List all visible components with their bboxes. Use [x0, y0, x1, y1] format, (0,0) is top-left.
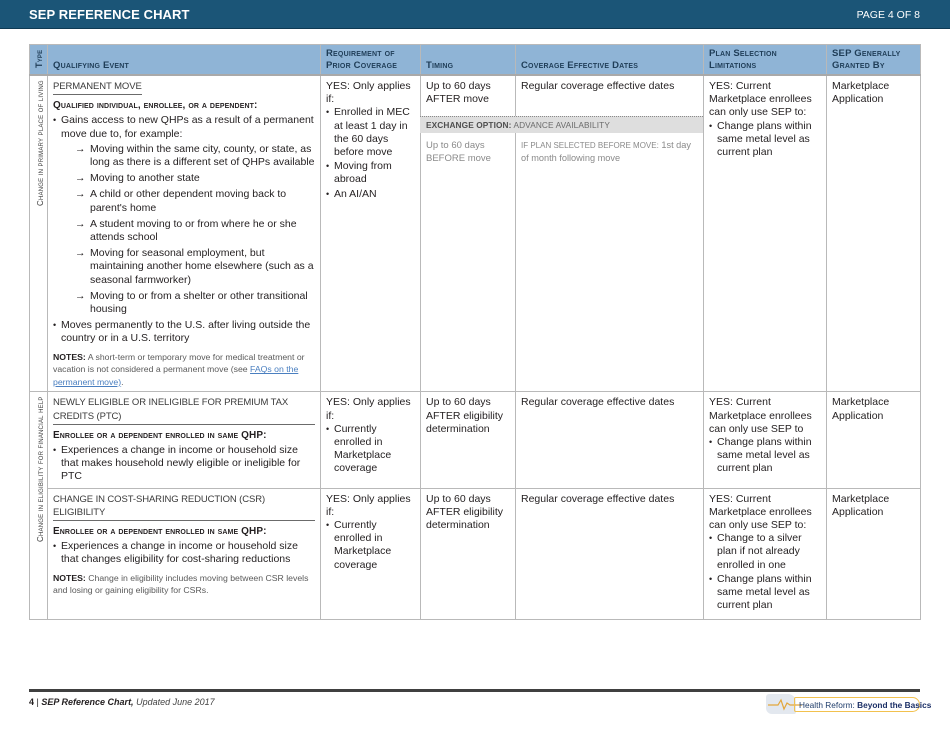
type-label: Change in primary place of living	[36, 80, 45, 206]
qualifying-event-cell	[48, 75, 321, 392]
type-label: Change in eligibility for financial help	[36, 396, 45, 543]
advance-coverage-label: IF PLAN SELECTED BEFORE MOVE:	[521, 141, 659, 150]
document-title: SEP REFERENCE CHART	[29, 7, 190, 22]
type-cell-financial-help	[30, 392, 48, 619]
advance-coverage-value: 1st day of month following move	[521, 140, 691, 164]
plan-selection-cell	[704, 488, 827, 619]
list-item: • Change plans within same metal level as current plan	[709, 436, 821, 476]
list-item: → Moving to or from a shelter or other transitional housing	[75, 290, 315, 316]
event-subheading: PERMANENT MOVE	[53, 80, 142, 95]
logo-prefix: Health Reform:	[799, 700, 858, 710]
list-item: → A child or other dependent moving back to parent's home	[75, 188, 315, 214]
list-item: • Experiences a change in income or household size that changes eligibility for cost-sharing reductions	[53, 540, 315, 566]
list-item: • Moving from abroad	[326, 160, 415, 186]
column-header-type	[30, 45, 48, 76]
column-header-plan-selection: Plan Selection Limitations	[704, 45, 827, 76]
list-item: • Enrolled in MEC at least 1 day in the 60 days before move	[326, 106, 415, 159]
coverage-cell	[516, 488, 704, 619]
granted-by-text: Marketplace Application	[832, 492, 890, 518]
footer-divider	[29, 689, 920, 692]
column-header-granted-by: SEP Generally Granted By	[827, 45, 921, 76]
plan-selection-intro: YES: Current Marketplace enrollees can only use SEP to	[709, 396, 812, 435]
granted-by-cell	[827, 75, 921, 392]
granted-by-text: Marketplace Application	[832, 396, 890, 422]
requirement-cell	[321, 488, 421, 619]
granted-by-text: Marketplace Application	[832, 80, 890, 106]
event-subheading: NEWLY ELIGIBLE OR INELIGIBLE FOR PREMIUM TAX CREDITS (PTC)	[53, 396, 315, 424]
page-number: 4	[29, 697, 35, 707]
column-header-requirement: Requirement of Prior Coverage	[321, 45, 421, 76]
advance-timing	[426, 139, 504, 165]
list-item: • Change to a silver plan if not already enrolled in one	[709, 532, 821, 572]
coverage-text: Regular coverage effective dates	[521, 492, 675, 505]
page-indicator: PAGE 4 OF 8	[856, 9, 920, 21]
exchange-option-label: EXCHANGE OPTION:	[426, 120, 512, 130]
notes-text: Change in eligibility includes moving between CSR levels and losing or gaining eligibility for CSRs.	[53, 572, 309, 596]
granted-by-cell	[827, 392, 921, 488]
table-row	[30, 488, 921, 619]
logo-text	[794, 697, 932, 712]
updated-date: Updated June 2017	[133, 697, 215, 707]
list-item: • Experiences a change in income or household size that makes household newly eligible or ineligible for PTC	[53, 444, 315, 484]
column-header-type-label: Type	[34, 49, 44, 68]
eligible-who: Qualified individual, enrollee, or a dependent:	[53, 100, 258, 112]
column-header-timing: Timing	[421, 45, 516, 76]
coverage-text: Regular coverage effective dates	[521, 80, 675, 92]
exchange-option-band	[420, 116, 703, 133]
list-item: • An AI/AN	[326, 188, 415, 201]
list-item: • Moves permanently to the U.S. after living outside the country or in a U.S. territory	[53, 319, 315, 345]
qualifying-event-cell	[48, 392, 321, 488]
list-item: → Moving to another state	[75, 172, 315, 185]
eligible-who: Enrollee or a dependent enrolled in same QHP:	[53, 429, 267, 441]
list-item: → Moving for seasonal employment, but maintaining another home elsewhere (such as a seasonal farmworker)	[75, 247, 315, 287]
notes-label: NOTES:	[53, 351, 86, 362]
type-cell-primary-place	[30, 75, 48, 392]
advance-coverage	[521, 139, 699, 166]
footer-citation	[29, 697, 215, 707]
header-banner	[0, 0, 950, 29]
plan-selection-intro: YES: Current Marketplace enrollees can only use SEP to:	[709, 80, 812, 119]
timing-cell	[421, 488, 516, 619]
coverage-text: Regular coverage effective dates	[521, 396, 675, 409]
requirement-cell	[321, 75, 421, 392]
granted-by-cell	[827, 488, 921, 619]
timing-text: Up to 60 days AFTER eligibility determination	[426, 396, 504, 435]
requirement-cell	[321, 392, 421, 488]
notes-text: A short-term or temporary move for medical treatment or vacation is not considered a permanent move (see	[53, 351, 305, 375]
plan-selection-cell	[704, 392, 827, 488]
notes-label: NOTES:	[53, 572, 86, 583]
coverage-cell	[516, 392, 704, 488]
list-item: → Moving within the same city, county, or state, as long as there is a different set of QHPs available	[75, 143, 315, 169]
table-row	[30, 392, 921, 488]
notes-end: .	[121, 376, 124, 387]
list-item: • Change plans within same metal level as current plan	[709, 573, 821, 613]
notes	[53, 572, 315, 597]
notes	[53, 351, 315, 389]
requirement-intro: YES: Only applies if:	[326, 396, 411, 422]
qualifying-event-cell	[48, 488, 321, 619]
faq-permanent-move-link[interactable]: FAQs on the permanent move)	[53, 364, 299, 387]
separator: |	[34, 697, 42, 707]
list-item: • Change plans within same metal level as current plan	[709, 120, 821, 160]
list-item: → A student moving to or from where he or she attends school	[75, 218, 315, 244]
logo-bold: Beyond the Basics	[857, 700, 932, 710]
table-header-row	[30, 45, 921, 76]
requirement-intro: YES: Only applies if:	[326, 492, 411, 518]
column-header-qualifying-event: Qualifying Event	[48, 45, 321, 76]
list-item: • Currently enrolled in Marketplace coverage	[326, 519, 415, 572]
exchange-option-value: ADVANCE AVAILABILITY	[511, 120, 610, 130]
doc-title: SEP Reference Chart,	[41, 697, 134, 707]
list-item	[53, 114, 315, 316]
plan-selection-cell	[704, 75, 827, 392]
health-reform-logo	[766, 694, 932, 714]
bullet-text: Gains access to new QHPs as a result of a permanent move due to, for example:	[61, 114, 314, 140]
timing-cell	[421, 392, 516, 488]
advance-timing-text: Up to 60 days BEFORE move	[426, 140, 491, 164]
requirement-intro: YES: Only applies if:	[326, 80, 411, 106]
plan-selection-intro: YES: Current Marketplace enrollees can only use SEP to:	[709, 492, 812, 532]
column-header-coverage: Coverage Effective Dates	[516, 45, 704, 76]
timing-text: Up to 60 days AFTER move	[426, 80, 491, 106]
event-subheading: CHANGE IN COST-SHARING REDUCTION (CSR) ELIGIBILITY	[53, 493, 315, 521]
eligible-who: Enrollee or a dependent enrolled in same QHP:	[53, 526, 267, 538]
list-item: • Currently enrolled in Marketplace coverage	[326, 423, 415, 476]
timing-text: Up to 60 days AFTER eligibility determination	[426, 492, 504, 532]
